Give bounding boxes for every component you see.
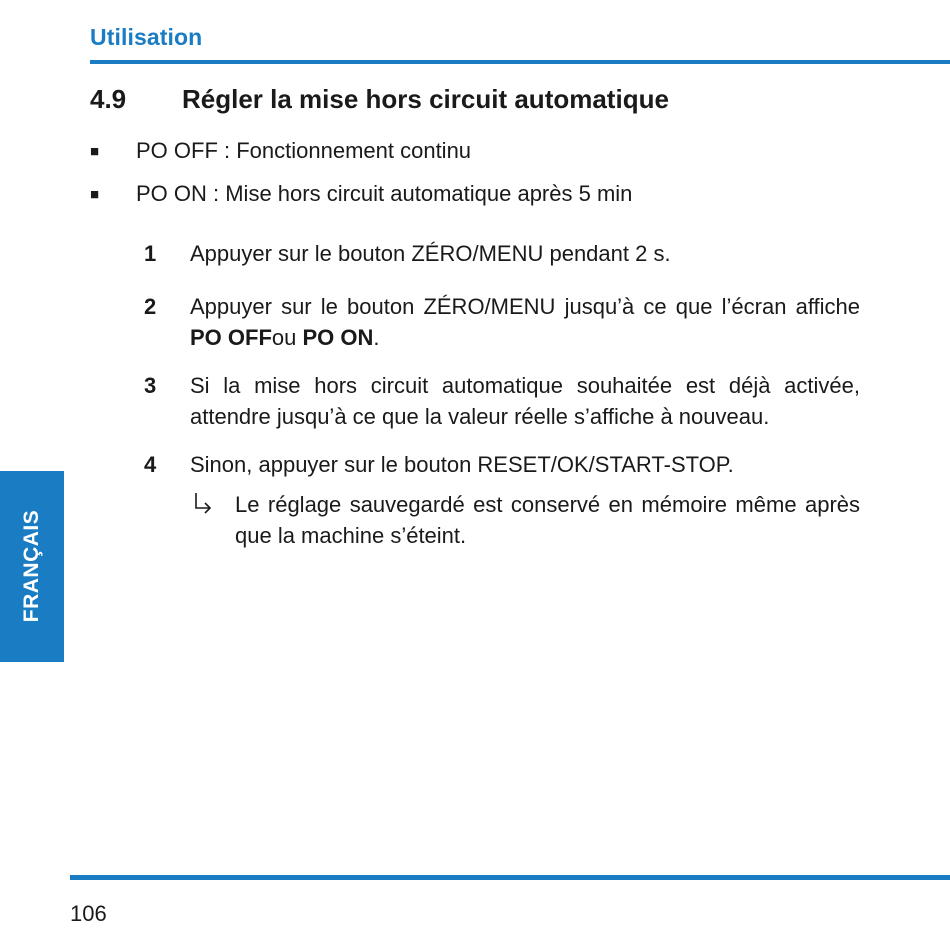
result-item [190, 489, 860, 551]
result-text: Le réglage sauvegardé est conservé en mémoire même après que la machine s’éteint. [235, 492, 860, 548]
step-bold-value: PO OFF [190, 325, 272, 350]
step-number: 4 [144, 452, 157, 477]
step-item [144, 291, 860, 353]
step-item [144, 238, 860, 269]
bullet-item [90, 179, 632, 210]
step-item [144, 370, 860, 432]
step-item [144, 449, 860, 480]
section-heading [90, 84, 669, 115]
step-text-part: ou [271, 325, 303, 350]
bullet-text: PO OFF : Fonctionnement continu [136, 138, 472, 163]
step-text: Si la mise hors circuit automatique souhaitée est déjà activée, attendre jusqu’à ce que la valeur réelle s’affiche à nouveau. [190, 373, 860, 429]
language-side-tab [0, 471, 64, 662]
step-text: Appuyer sur le bouton ZÉRO/MENU pendant 2 s. [190, 241, 671, 266]
square-bullet-icon: ■ [90, 143, 100, 160]
language-tab-label: FRANÇAIS [20, 509, 43, 623]
step-text [190, 291, 860, 353]
step-text: Sinon, appuyer sur le bouton RESET/OK/START-STOP. [190, 452, 734, 477]
running-header: Utilisation [90, 24, 203, 50]
footer-rule [70, 875, 950, 880]
section-number: 4.9 [90, 84, 127, 114]
bullet-text: PO ON : Mise hors circuit automatique après 5 min [136, 181, 633, 206]
page-number: 106 [70, 901, 107, 926]
result-arrow-icon [190, 490, 216, 518]
square-bullet-icon: ■ [90, 186, 100, 203]
step-number: 3 [144, 373, 157, 398]
bullet-item [90, 136, 471, 167]
step-number: 1 [144, 241, 157, 266]
step-text-part: . [373, 325, 380, 350]
header-rule [90, 60, 950, 64]
step-bold-value: PO ON [302, 325, 374, 350]
section-title: Régler la mise hors circuit automatique [182, 84, 669, 114]
step-text-part: Appuyer sur le bouton ZÉRO/MENU jusqu’à ce que l’écran affiche [190, 294, 860, 319]
step-number: 2 [144, 294, 157, 319]
